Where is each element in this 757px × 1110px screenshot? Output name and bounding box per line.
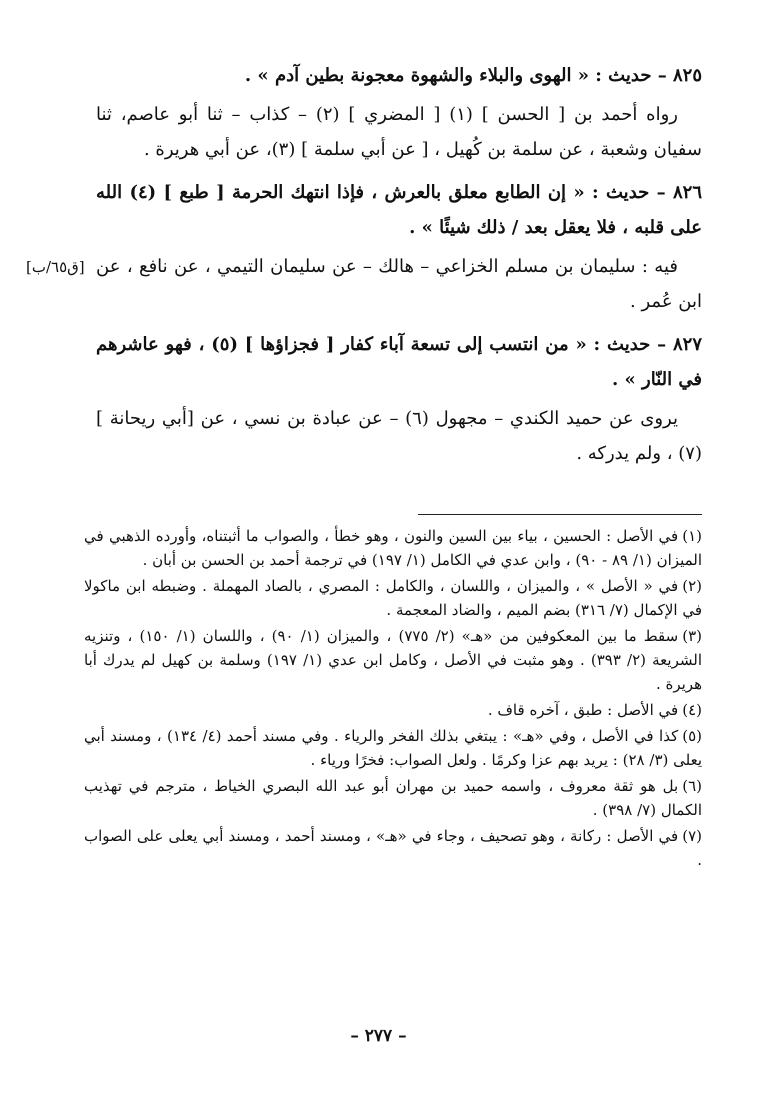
hadith-827: ٨٢٧ – حديث : « من انتسب إلى تسعة آباء كفار [ فجزاؤها ] (٥) ، فهو عاشرهم في النّار » .	[96, 334, 702, 390]
footnote-text: في الأصل : الحسين ، بياء بين السين والنون ، وهو خطأ ، والصواب ما أثبتناه، وأورده الذهبي في الميزان (١/ ٨٩ - ٩٠) ، وابن عدي في الكامل (١/ ١٩٧) في ترجمة أحمد بن الحسن بن أبان .	[84, 527, 702, 569]
footnote-text: سقط ما بين المعكوفين من «هـ» (٢/ ٧٧٥) ، والميزان (١/ ٩٠) ، واللسان (١/ ١٥٠) ، وتنزيه الشريعة (٢/ ٣٩٣) . وهو مثبت في الأصل ، وكامل ابن عدي (١/ ١٩٧) وسلمة بن كهيل لم يدرك أبا هريرة .	[84, 627, 702, 693]
footnote-number: (٥)	[682, 727, 702, 745]
footnote-text: كذا في الأصل ، وفي «هـ» : يبتغي بذلك الفخر والرياء . وفي مسند أحمد (٤/ ١٣٤) ، ومسند أبي يعلى (٣/ ٢٨) : يريد بهم عزا وكرمًا . ولعل الصواب: فخرًا ورياء .	[84, 727, 702, 769]
footnote-2	[84, 574, 702, 622]
footnote-text: في « الأصل » ، والميزان ، واللسان ، والكامل : المصري ، بالصاد المهملة . وضبطه ابن ماكولا في الإكمال (٧/ ٣١٦) بضم الميم ، والضاد المعجمة .	[84, 577, 702, 619]
page-number: – ٢٧٧ –	[350, 1026, 407, 1046]
footnote-6	[84, 774, 702, 822]
footnote-text: في الأصل : طبق ، آخره قاف .	[487, 701, 679, 719]
footnote-text: بل هو ثقة معروف ، واسمه حميد بن مهران أبو عبد الله البصري الخياط ، مترجم في تهذيب الكمال (٧/ ٣٩٨) .	[84, 777, 702, 819]
manuscript-folio-marker: [ق٦٥/ب]	[26, 258, 85, 276]
footnote-divider	[418, 514, 702, 515]
footnote-7	[84, 824, 702, 872]
footnote-4	[84, 698, 702, 722]
narration-825: رواه أحمد بن [ الحسن ] (١) [ المضري ] (٢) – كذاب – ثنا أبو عاصم، ثنا سفيان وشعبة ، عن سلمة بن كُهيل ، [ عن أبي سلمة ] (٣)، عن أبي هريرة .	[96, 104, 702, 160]
footnotes	[84, 524, 702, 874]
footnote-3	[84, 624, 702, 696]
footnote-number: (٣)	[682, 627, 702, 645]
footnote-number: (٤)	[682, 701, 702, 719]
narration-827: يروى عن حميد الكندي – مجهول (٦) – عن عبادة بن نسي ، عن [أبي ريحانة ] (٧) ، ولم يدركه .	[96, 408, 702, 464]
footnote-number: (١)	[682, 527, 702, 545]
hadith-825: ٨٢٥ – حديث : « الهوى والبلاء والشهوة معجونة بطين آدم » .	[244, 65, 702, 86]
main-text	[96, 58, 702, 479]
footnote-text: في الأصل : ركانة ، وهو تصحيف ، وجاء في «هـ» ، ومسند أحمد ، ومسند أبي يعلى على الصواب .	[84, 827, 702, 869]
footnote-number: (٧)	[682, 827, 702, 845]
footnote-number: (٢)	[682, 577, 702, 595]
narration-826: فيه : سليمان بن مسلم الخزاعي – هالك – عن سليمان التيمي ، عن نافع ، عن ابن عُمر .	[96, 256, 702, 312]
footnote-number: (٦)	[682, 777, 702, 795]
footnote-5	[84, 724, 702, 772]
hadith-826: ٨٢٦ – حديث : « إن الطابع معلق بالعرش ، فإذا انتهك الحرمة [ طبع ] (٤) الله على قلبه ، فلا يعقل بعد / ذلك شيئًا » .	[96, 182, 702, 238]
footnote-1	[84, 524, 702, 572]
